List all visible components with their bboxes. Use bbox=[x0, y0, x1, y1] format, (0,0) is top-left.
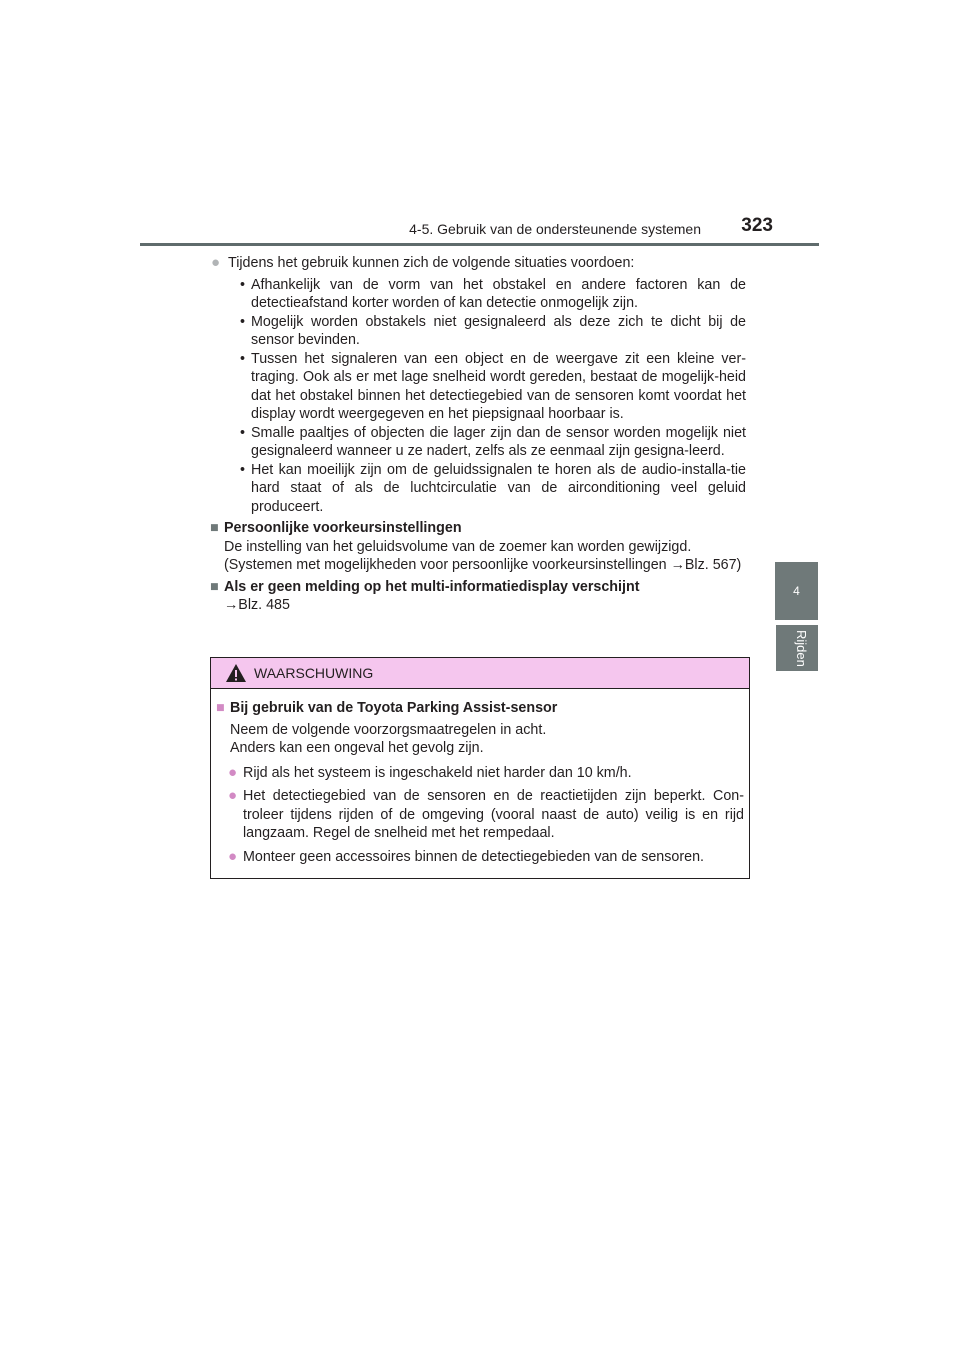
warning-section-heading bbox=[216, 699, 744, 718]
list-item bbox=[240, 313, 746, 350]
warning-body bbox=[216, 699, 744, 866]
list-item-text: Mogelijk worden obstakels niet gesignaleerd als deze zich te dicht bij de sensor bevinden. bbox=[251, 313, 746, 348]
section-heading bbox=[210, 519, 746, 538]
circle-bullet-icon: ● bbox=[211, 254, 221, 271]
section-title: 4-5. Gebruik van de ondersteunende systemen bbox=[409, 221, 701, 237]
section-heading-text: Als er geen melding op het multi-informatiedisplay verschijnt bbox=[224, 578, 640, 595]
circle-bullet-icon: ● bbox=[228, 847, 238, 865]
list-item bbox=[240, 461, 746, 517]
warning-box bbox=[210, 657, 750, 879]
main-content bbox=[210, 254, 746, 615]
paragraph: (Systemen met mogelijkheden voor persoonlijke voorkeursinstellingen →Blz. 567) bbox=[224, 557, 742, 573]
bullet-icon: • bbox=[240, 276, 246, 293]
list-item-text: Tussen het signaleren van een object en de weergave zit een kleine ver-traging. Ook als er met lage snelheid wordt gereden, bestaat de mogelijk-heid dat het obstakel binnen het detectiegebied van de sensoren komt voordat het display wordt weergegeven en het piepsignaal hoorbaar is. bbox=[251, 350, 746, 422]
list-item bbox=[240, 276, 746, 313]
list-item-text: Het kan moeilijk zijn om de geluidssignalen te horen als de audio-installa-tie hard staat of als de luchtcirculatie van de airconditioning veel geluid produceert. bbox=[251, 461, 746, 515]
circle-bullet-icon: ● bbox=[228, 763, 238, 781]
warning-item bbox=[216, 764, 744, 783]
chapter-tab-number: 4 bbox=[775, 562, 818, 620]
list-item-text: Afhankelijk van de vorm van het obstakel en andere factoren kan de detectieafstand korter worden of kan detectie onmogelijk zijn. bbox=[251, 276, 746, 311]
bullet-icon: • bbox=[240, 461, 246, 478]
warning-item bbox=[216, 848, 744, 867]
page-reference: →Blz. 485 bbox=[224, 597, 290, 613]
section-heading bbox=[210, 578, 746, 597]
section-heading-text: Persoonlijke voorkeursinstellingen bbox=[224, 520, 462, 536]
bullet-icon: • bbox=[240, 424, 246, 441]
page-number: 323 bbox=[741, 215, 773, 236]
warning-triangle-icon bbox=[225, 663, 247, 683]
warning-header bbox=[211, 658, 749, 689]
warning-paragraph: Neem de volgende voorzorgsmaatregelen in acht. bbox=[230, 721, 547, 738]
chapter-tab-label: Rijden bbox=[794, 630, 809, 667]
square-bullet-icon: ■ bbox=[210, 520, 219, 536]
circle-bullet-icon: ● bbox=[228, 787, 238, 804]
warning-item-text: Rijd als het systeem is ingeschakeld niet harder dan 10 km/h. bbox=[243, 764, 632, 781]
lead-item bbox=[210, 254, 746, 273]
list-item-text: Smalle paaltjes of objecten die lager zijn dan de sensor worden mogelijk niet gesignaleerd wanneer u ze nadert, zelfs als ze eenmaal zijn gesigna-leerd. bbox=[251, 424, 746, 459]
warning-paragraph: Anders kan een ongeval het gevolg zijn. bbox=[230, 740, 484, 756]
warning-item-text: Het detectiegebied van de sensoren en de reactietijden zijn beperkt. Con-troleer tijdens rijden of de omgeving (vooral naast de auto) veilig is en rijd langzaam. Regel de snelheid met het rempedaal. bbox=[243, 788, 744, 841]
bullet-icon: • bbox=[240, 313, 246, 330]
warning-item bbox=[216, 787, 744, 843]
warning-title: WAARSCHUWING bbox=[254, 665, 374, 681]
list-item bbox=[240, 350, 746, 424]
square-bullet-icon: ■ bbox=[210, 578, 219, 595]
page-header bbox=[393, 215, 823, 245]
warning-item-text: Monteer geen accessoires binnen de detectiegebieden van de sensoren. bbox=[243, 848, 704, 865]
warning-section-heading-text: Bij gebruik van de Toyota Parking Assist-sensor bbox=[230, 700, 558, 716]
list-item bbox=[240, 424, 746, 461]
lead-text: Tijdens het gebruik kunnen zich de volgende situaties voordoen: bbox=[228, 255, 635, 271]
bullet-icon: • bbox=[240, 350, 246, 367]
paragraph: De instelling van het geluidsvolume van de zoemer kan worden gewijzigd. bbox=[224, 538, 692, 555]
situation-list bbox=[210, 276, 746, 517]
square-bullet-icon: ■ bbox=[216, 700, 225, 716]
header-divider bbox=[140, 243, 819, 246]
